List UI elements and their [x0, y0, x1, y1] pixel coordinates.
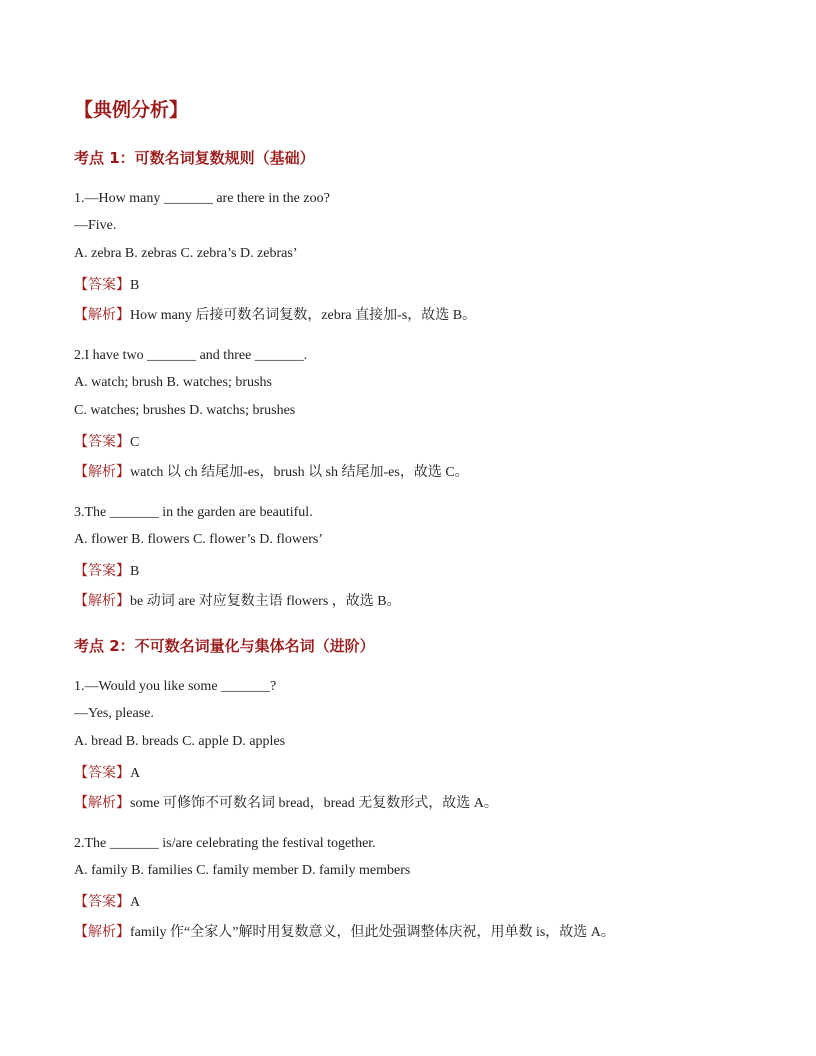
answer-value: A	[130, 895, 141, 910]
answer-tag: 【答案】	[74, 765, 130, 781]
question-line: 2.The _______ is/are celebrating the festival together.	[74, 836, 376, 851]
analysis-tag: 【解析】	[74, 464, 130, 480]
question-options: C. watches; brushes D. watchs; brushes	[74, 403, 296, 418]
section-heading-1: 考点 1：可数名词复数规则（基础）	[74, 149, 315, 167]
answer-value: C	[130, 435, 140, 450]
answer-value: B	[130, 278, 140, 293]
analysis-row	[74, 304, 476, 324]
section-heading-2: 考点 2：不可数名词量化与集体名词（进阶）	[74, 637, 375, 655]
question-line: 2.I have two _______ and three _______.	[74, 348, 308, 363]
analysis-tag: 【解析】	[74, 307, 130, 323]
answer-tag: 【答案】	[74, 563, 130, 579]
answer-row	[74, 560, 139, 580]
answer-row	[74, 431, 139, 451]
question-options: A. zebra B. zebras C. zebra’s D. zebras’	[74, 246, 298, 261]
analysis-text: watch 以 ch 结尾加-es，brush 以 sh 结尾加-es，故选 C。	[130, 465, 469, 480]
analysis-tag: 【解析】	[74, 924, 130, 940]
answer-row	[74, 274, 139, 294]
answer-row	[74, 891, 140, 911]
answer-value: B	[130, 564, 140, 579]
question-line: 1.—How many _______ are there in the zoo?	[74, 191, 330, 206]
page-title: 【典例分析】	[74, 99, 189, 121]
question-options: A. family B. families C. family member D. family members	[74, 863, 411, 878]
analysis-text: some 可修饰不可数名词 bread，bread 无复数形式，故选 A。	[130, 796, 498, 811]
answer-row	[74, 762, 140, 782]
analysis-tag: 【解析】	[74, 593, 130, 609]
analysis-text: family 作“全家人”解时用复数意义，但此处强调整体庆祝，用单数 is，故选 A。	[130, 925, 615, 940]
analysis-row	[74, 590, 401, 610]
answer-tag: 【答案】	[74, 434, 130, 450]
question-line: —Five.	[74, 218, 117, 233]
question-options: A. bread B. breads C. apple D. apples	[74, 734, 286, 749]
analysis-tag: 【解析】	[74, 795, 130, 811]
analysis-text: How many 后接可数名词复数，zebra 直接加-s，故选 B。	[130, 308, 477, 323]
analysis-row	[74, 461, 469, 481]
question-line: 1.—Would you like some _______?	[74, 679, 277, 694]
answer-tag: 【答案】	[74, 277, 130, 293]
question-options: A. watch; brush B. watches; brushs	[74, 375, 272, 390]
question-line: 3.The _______ in the garden are beautiful.	[74, 505, 313, 520]
analysis-text: be 动词 are 对应复数主语 flowers ，故选 B。	[130, 594, 401, 609]
analysis-row	[74, 921, 615, 941]
question-options: A. flower B. flowers C. flower’s D. flowers’	[74, 532, 323, 547]
analysis-row	[74, 792, 498, 812]
answer-value: A	[130, 766, 141, 781]
answer-tag: 【答案】	[74, 894, 130, 910]
question-line: —Yes, please.	[74, 706, 154, 721]
